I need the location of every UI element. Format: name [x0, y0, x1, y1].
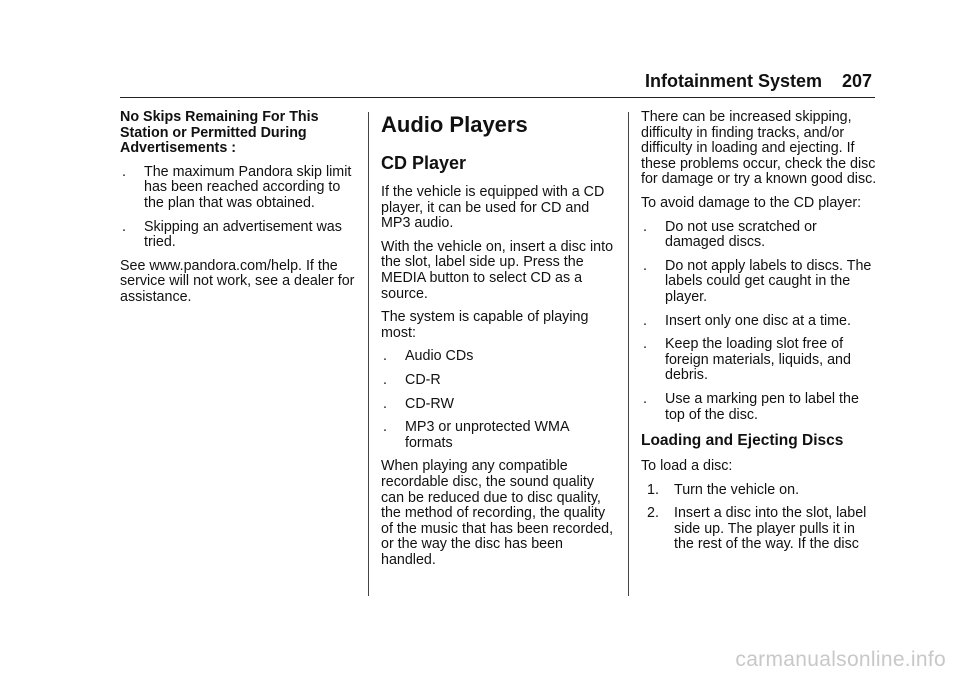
list-item: [641, 392, 877, 423]
column-divider-2: [628, 112, 629, 596]
list-item: [381, 349, 616, 365]
column-2: [381, 110, 616, 576]
list-item-text: Do not use scratched or damaged discs.: [665, 218, 817, 251]
section-title: Infotainment System: [645, 71, 823, 91]
step-number: 2.: [647, 505, 659, 522]
step-text: Turn the vehicle on.: [674, 481, 800, 498]
list-item-text: CD-RW: [405, 395, 454, 412]
bullet-marker: .: [122, 218, 126, 235]
numbered-step: [641, 483, 877, 499]
bullet-marker: .: [643, 336, 647, 353]
bullet-marker: .: [643, 218, 647, 235]
page-number: 207: [842, 71, 873, 91]
paragraph: To avoid damage to the CD player:: [641, 194, 862, 211]
list-item: [381, 397, 616, 413]
list-item: [641, 259, 877, 306]
list-item-text: Insert only one disc at a time.: [665, 312, 851, 329]
section-heading: Audio Players: [381, 112, 528, 137]
list-item-text: Keep the loading slot free of foreign materials, liquids, and debris.: [665, 336, 851, 384]
list-item-text: The maximum Pandora skip limit has been reached according to the plan that was obtained.: [144, 163, 352, 211]
column-1: [120, 110, 358, 314]
bullet-marker: .: [122, 163, 126, 180]
list-item: [120, 220, 358, 251]
column-3: [641, 110, 877, 561]
list-item: [641, 220, 877, 251]
help-paragraph: See www.pandora.com/help. If the service will not work, see a dealer for assistance.: [120, 257, 355, 305]
step-text: Insert a disc into the slot, label side up. The player pulls it in the rest of the way. If the disc: [674, 505, 867, 553]
list-item-text: Do not apply labels to discs. The labels could get caught in the player.: [665, 257, 872, 305]
bullet-marker: .: [643, 312, 647, 329]
paragraph: When playing any compatible recordable disc, the sound quality can be reduced due to disc quality, the method of recording, the quality of the music that has been recorded, or the way the disc has been handled.: [381, 458, 614, 568]
bullet-marker: .: [383, 419, 387, 436]
bullet-marker: .: [383, 371, 387, 388]
step-number: 1.: [647, 481, 659, 498]
list-item-text: Skipping an advertisement was tried.: [144, 218, 342, 251]
header-rule: [120, 97, 875, 98]
paragraph: If the vehicle is equipped with a CD player, it can be used for CD and MP3 audio.: [381, 184, 605, 232]
bullet-marker: .: [643, 390, 647, 407]
bullet-marker: .: [383, 348, 387, 365]
list-item-text: Use a marking pen to label the top of the disc.: [665, 390, 859, 423]
paragraph: To load a disc:: [641, 458, 733, 475]
numbered-step: [641, 506, 877, 553]
list-item-text: CD-R: [405, 371, 441, 388]
list-item: [381, 373, 616, 389]
list-item-text: MP3 or unprotected WMA formats: [405, 419, 569, 451]
paragraph: With the vehicle on, insert a disc into the slot, label side up. Press the MEDIA button to select CD as a source.: [381, 238, 614, 302]
paragraph: The system is capable of playing most:: [381, 309, 589, 341]
subsection-heading: No Skips Remaining For This Station or Permitted During Advertisements :: [120, 109, 319, 157]
list-item: [120, 165, 358, 212]
subsection-heading: Loading and Ejecting Discs: [641, 432, 844, 450]
list-item: [641, 314, 877, 330]
bullet-marker: .: [383, 395, 387, 412]
paragraph: There can be increased skipping, difficulty in finding tracks, and/or difficulty in loading and ejecting. If these problems occur, check the disc for damage or try a known good disc.: [641, 109, 877, 188]
bullet-marker: .: [643, 257, 647, 274]
list-item: [381, 420, 616, 451]
list-item-text: Audio CDs: [405, 348, 474, 365]
list-item: [641, 337, 877, 384]
column-divider-1: [368, 112, 369, 596]
watermark: carmanualsonline.info: [735, 648, 946, 671]
subsection-heading: CD Player: [381, 153, 467, 173]
